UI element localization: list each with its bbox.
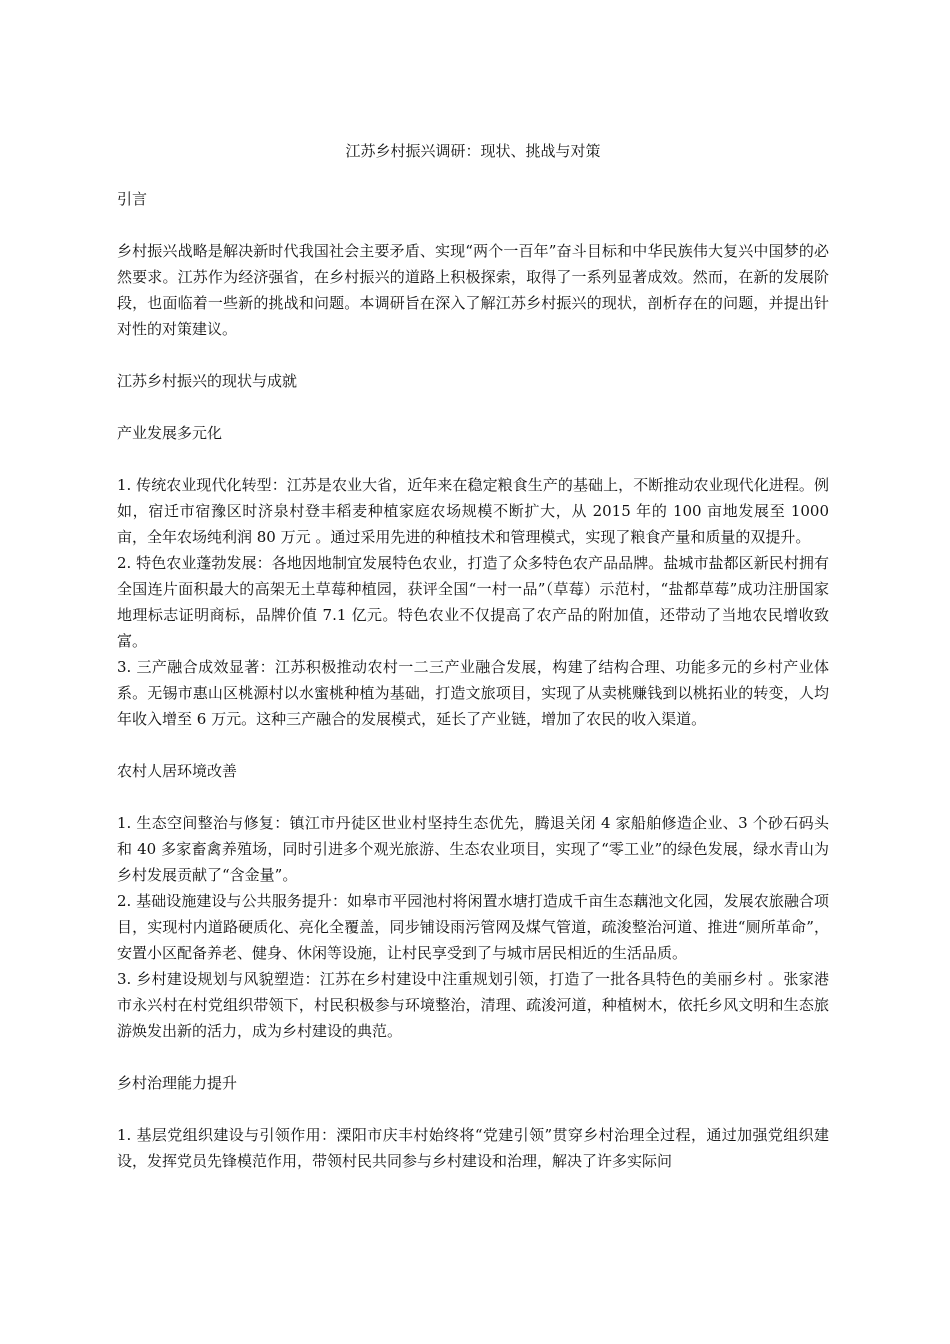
list-item: 2. 基础设施建设与公共服务提升：如皋市平园池村将闲置水塘打造成千亩生态藕池文化园，发展农旅融合项目，实现村内道路硬质化、亮化全覆盖，同步铺设雨污管网及煤气管道，疏浚整治河道、推进“厕所革命”，安置小区配备养老、健身、休闲等设施，让村民享受到了与城市居民相近的生活品质。 — [117, 892, 829, 962]
intro-paragraph: 乡村振兴战略是解决新时代我国社会主要矛盾、实现“两个一百年”奋斗目标和中华民族伟大复兴中国梦的必然要求。江苏作为经济强省，在乡村振兴的道路上积极探索，取得了一系列显著成效。然而，在新的发展阶段，也面临着一些新的挑战和问题。本调研旨在深入了解江苏乡村振兴的现状，剖析存在的问题，并提出针对性的对策建议。 — [117, 242, 829, 338]
subsection-heading-governance: 乡村治理能力提升 — [117, 1074, 238, 1092]
industry-list — [117, 472, 829, 732]
section-heading-status: 江苏乡村振兴的现状与成就 — [117, 372, 298, 390]
list-item: 3. 乡村建设规划与风貌塑造：江苏在乡村建设中注重规划引领，打造了一批各具特色的美丽乡村 。张家港市永兴村在村党组织带领下，村民积极参与环境整治，清理、疏浚河道，种植树木，依托乡风文明和生态旅游焕发出新的活力，成为乡村建设的典范。 — [117, 970, 829, 1040]
section-heading-intro: 引言 — [117, 190, 148, 208]
list-item: 3. 三产融合成效显著：江苏积极推动农村一二三产业融合发展，构建了结构合理、功能多元的乡村产业体系。无锡市惠山区桃源村以水蜜桃种植为基础，打造文旅项目，实现了从卖桃赚钱到以桃拓业的转变，人均年收入增至 6 万元。这种三产融合的发展模式，延长了产业链，增加了农民的收入渠道。 — [117, 658, 829, 728]
subsection-heading-environment: 农村人居环境改善 — [117, 762, 238, 780]
environment-list — [117, 810, 829, 1044]
list-item: 1. 生态空间整治与修复：镇江市丹徒区世业村坚持生态优先，腾退关闭 4 家船舶修造企业、3 个砂石码头和 40 多家畜禽养殖场，同时引进多个观光旅游、生态农业项目，实现了“零工业”的绿色发展，绿水青山为乡村发展贡献了“含金量”。 — [117, 814, 829, 884]
subsection-heading-industry: 产业发展多元化 — [117, 424, 223, 442]
list-item: 2. 特色农业蓬勃发展：各地因地制宜发展特色农业，打造了众多特色农产品品牌。盐城市盐都区新民村拥有全国连片面积最大的高架无土草莓种植园，获评全国“一村一品”（草莓）示范村，“盐都草莓”成功注册国家地理标志证明商标，品牌价值 7.1 亿元。特色农业不仅提高了农产品的附加值，还带动了当地农民增收致富。 — [117, 554, 829, 650]
document-page — [117, 138, 829, 1174]
list-item: 1. 基层党组织建设与引领作用：溧阳市庆丰村始终将“党建引领”贯穿乡村治理全过程，通过加强党组织建设，发挥党员先锋模范作用，带领村民共同参与乡村建设和治理，解决了许多实际问 — [117, 1126, 829, 1170]
document-title: 江苏乡村振兴调研：现状、挑战与对策 — [345, 142, 601, 160]
governance-list — [117, 1122, 829, 1174]
list-item: 1. 传统农业现代化转型：江苏是农业大省，近年来在稳定粮食生产的基础上，不断推动农业现代化进程。例如，宿迁市宿豫区时济泉村登丰稻麦种植家庭农场规模不断扩大，从 2015 年的 100 亩地发展至 1000 亩，全年农场纯利润 80 万元 。通过采用先进的种植技术和管理模式，实现了粮食产量和质量的双提升。 — [117, 476, 829, 546]
